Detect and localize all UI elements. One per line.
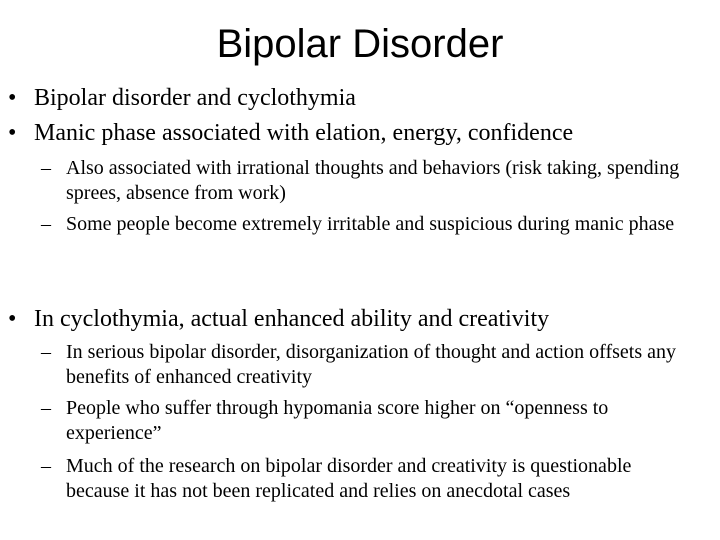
sub-bullet-marker: – bbox=[41, 341, 51, 363]
sub-bullet-marker: – bbox=[41, 397, 51, 419]
bullet-text: Bipolar disorder and cyclothymia bbox=[34, 85, 356, 111]
bullet-text: In cyclothymia, actual enhanced ability and creativity bbox=[34, 306, 550, 332]
sub-bullet-text: People who suffer through hypomania score higher on “openness to experience” bbox=[66, 397, 609, 444]
sub-bullet-item bbox=[41, 340, 713, 390]
bullet-item bbox=[8, 119, 708, 147]
bullet-item bbox=[8, 84, 708, 112]
bullet-marker: • bbox=[8, 306, 17, 332]
sub-bullet-item bbox=[41, 396, 713, 446]
sub-bullet-text: Some people become extremely irritable and suspicious during manic phase bbox=[66, 213, 675, 235]
sub-bullet-item bbox=[41, 212, 713, 237]
bullet-marker: • bbox=[8, 85, 17, 111]
bullet-marker: • bbox=[8, 120, 17, 146]
bullet-text: Manic phase associated with elation, energy, confidence bbox=[34, 120, 574, 146]
sub-bullet-item bbox=[41, 454, 713, 504]
sub-bullet-marker: – bbox=[41, 455, 51, 477]
slide-title: Bipolar Disorder bbox=[216, 22, 504, 66]
sub-bullet-marker: – bbox=[41, 213, 51, 235]
bullet-item bbox=[8, 305, 708, 333]
sub-bullet-text: Much of the research on bipolar disorder and creativity is questionable because it has not been replicated and relies on anecdotal cases bbox=[66, 455, 632, 502]
sub-bullet-marker: – bbox=[41, 157, 51, 179]
sub-bullet-text: Also associated with irrational thoughts and behaviors (risk taking, spending sprees, absence from work) bbox=[66, 157, 680, 204]
sub-bullet-item bbox=[41, 156, 713, 206]
sub-bullet-text: In serious bipolar disorder, disorganization of thought and action offsets any benefits of enhanced creativity bbox=[66, 341, 676, 388]
